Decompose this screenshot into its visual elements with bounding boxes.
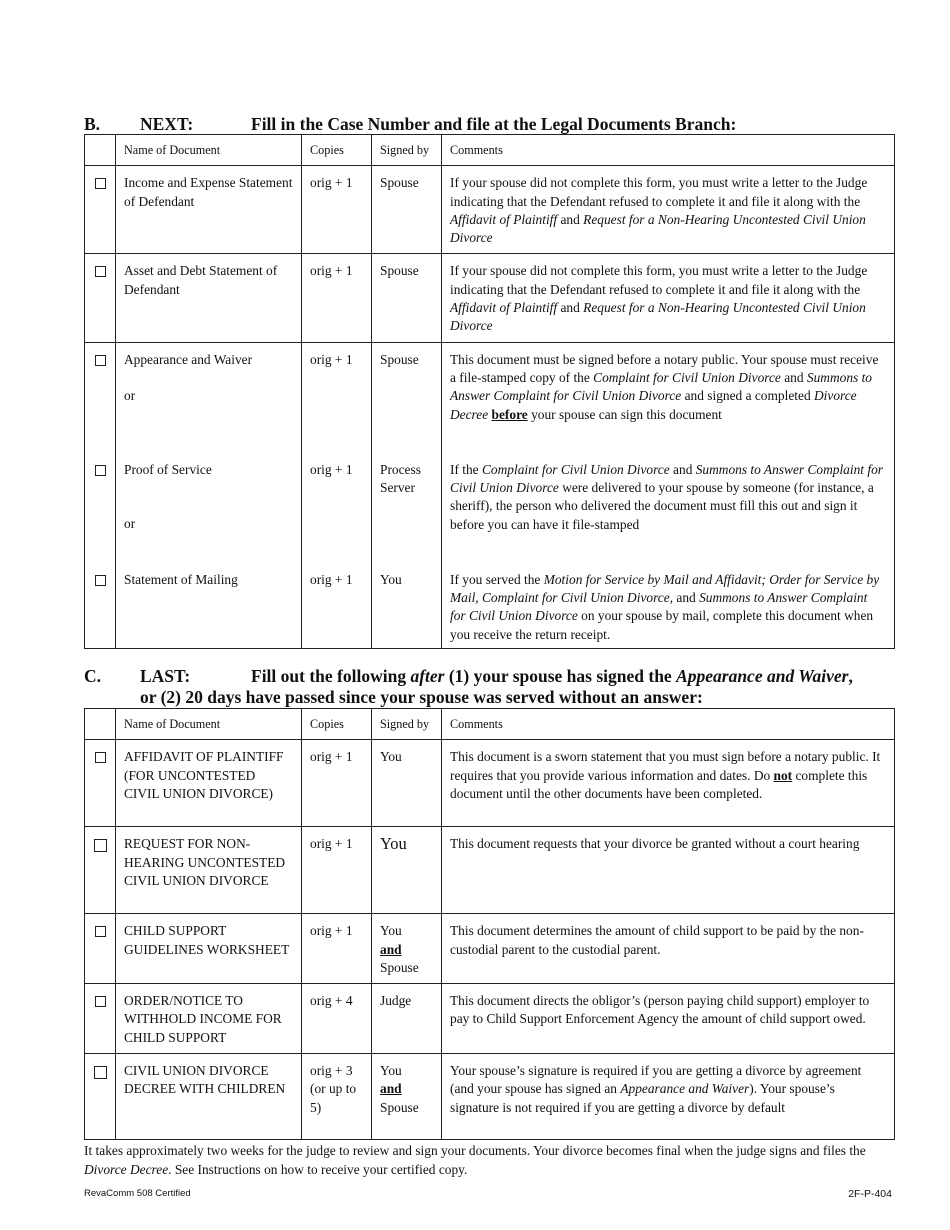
section-title: Fill out the following after (1) your spouse has signed the Appearance and Waiver, — [251, 666, 853, 686]
copies-value: orig + 1 — [310, 571, 353, 587]
section-label: NEXT: — [140, 114, 194, 134]
section-b-heading — [84, 114, 899, 135]
comments-text: This document directs the obligor’s (person paying child support) employer to pay to Child Support Enforcement Agency the amount of child support owed. — [442, 984, 895, 1054]
form-code: 2F-P-404 — [848, 1188, 892, 1200]
document-name: REQUEST FOR NON-HEARING UNCONTESTED CIVIL UNION DIVORCE — [116, 827, 302, 914]
signed-by-value: Spouse — [372, 166, 442, 254]
copies-value: orig + 1 — [302, 254, 372, 342]
table-header-row — [85, 709, 895, 740]
header-checkbox-col — [85, 709, 116, 740]
table-row — [85, 740, 895, 827]
signed-by-value: You — [372, 740, 442, 827]
or-separator: or — [124, 387, 136, 403]
table-next-documents — [84, 134, 895, 649]
table-row — [85, 166, 895, 254]
checkbox-statement-mailing[interactable] — [95, 575, 106, 586]
table-row — [85, 1054, 895, 1140]
comments-text: Your spouse’s signature is required if you are getting a divorce by agreement (and your spouse has signed an Appearance and Waiver). Your spouse’s signature is not required if you are getting a divorce by default — [442, 1054, 895, 1140]
checkbox-asset-debt[interactable] — [95, 266, 106, 277]
table-row — [85, 914, 895, 984]
header-signed-by: Signed by — [372, 135, 442, 166]
copies-value: orig + 1 — [302, 740, 372, 827]
document-name: Appearance and Waiver — [124, 351, 253, 367]
table-row — [85, 827, 895, 914]
table-row — [85, 984, 895, 1054]
signed-by-value: Judge — [372, 984, 442, 1054]
copies-value: orig + 4 — [302, 984, 372, 1054]
copies-value: orig + 1 — [310, 351, 353, 367]
checkbox-request-non-hearing[interactable] — [94, 839, 107, 852]
comments-text: If your spouse did not complete this form, you must write a letter to the Judge indicating that the Defendant refused to complete it and file it along with the Affidavit of Plaintiff and Request for a Non-Hearing Uncontested Civil Union Divorce — [442, 254, 895, 342]
copies-value: orig + 1 — [302, 914, 372, 984]
header-name: Name of Document — [116, 135, 302, 166]
checkbox-proof-of-service[interactable] — [95, 465, 106, 476]
comments-text: If the Complaint for Civil Union Divorce and Summons to Answer Complaint for Civil Union Divorce were delivered to your spouse by someone (for instance, a sheriff), the person who delivered the document must fill this out and sign it before you can have it file-stamped — [450, 461, 883, 532]
signed-by-value: You — [372, 827, 442, 914]
table-header-row — [85, 135, 895, 166]
certification-label: RevaComm 508 Certified — [84, 1188, 191, 1199]
signed-by-value: You and Spouse — [372, 1054, 442, 1140]
signed-by-value: You — [380, 571, 402, 587]
checkbox-income-expense[interactable] — [95, 178, 106, 189]
signed-by-value: Spouse — [380, 351, 419, 367]
copies-value: orig + 1 — [310, 461, 353, 477]
signed-by-value: You and Spouse — [372, 914, 442, 984]
table-row — [85, 254, 895, 342]
checkbox-withhold-income[interactable] — [95, 996, 106, 1007]
header-copies: Copies — [302, 135, 372, 166]
section-letter: C. — [84, 666, 102, 686]
header-signed-by: Signed by — [372, 709, 442, 740]
section-c-heading — [84, 666, 899, 708]
footer-note: It takes approximately two weeks for the judge to review and sign your documents. Your divorce becomes final when the judge signs and files the Divorce Decree. See Instructions on how to receive your certified copy. — [84, 1143, 866, 1177]
or-separator: or — [124, 515, 136, 531]
document-name: CIVIL UNION DIVORCE DECREE WITH CHILDREN — [116, 1054, 302, 1140]
document-name: ORDER/NOTICE TO WITHHOLD INCOME FOR CHILD SUPPORT — [116, 984, 302, 1054]
document-name: Income and Expense Statement of Defendant — [116, 166, 302, 254]
header-comments: Comments — [442, 135, 895, 166]
comments-text: This document is a sworn statement that you must sign before a notary public. It requires that you provide various information and dates. Do not complete this document until the other documents have been completed. — [442, 740, 895, 827]
section-title-continued: or (2) 20 days have passed since your spouse was served without an answer: — [140, 687, 703, 707]
comments-text: If your spouse did not complete this form, you must write a letter to the Judge indicating that the Defendant refused to complete it and file it along with the Affidavit of Plaintiff and Request for a Non-Hearing Uncontested Civil Union Divorce — [442, 166, 895, 254]
section-letter: B. — [84, 114, 101, 134]
table-row-alternatives — [85, 342, 895, 648]
document-name: CHILD SUPPORT GUIDELINES WORKSHEET — [116, 914, 302, 984]
section-title: Fill in the Case Number and file at the Legal Documents Branch: — [251, 114, 737, 134]
comments-text: This document must be signed before a notary public. Your spouse must receive a file-stamped copy of the Complaint for Civil Union Divorce and Summons to Answer Complaint for Civil Union Divorce and signed a completed Divorce Decree before your spouse can sign this document — [450, 351, 879, 422]
header-name: Name of Document — [116, 709, 302, 740]
header-copies: Copies — [302, 709, 372, 740]
copies-value: orig + 1 — [302, 827, 372, 914]
copies-value: orig + 3 (or up to 5) — [302, 1054, 372, 1140]
checkbox-child-support-worksheet[interactable] — [95, 926, 106, 937]
comments-text: If you served the Motion for Service by Mail and Affidavit; Order for Service by Mail, Complaint for Civil Union Divorce, and Summons to Answer Complaint for Civil Union Divorce on your spouse by mail, complete this document when you receive the return receipt. — [450, 571, 880, 642]
table-last-documents — [84, 708, 895, 1140]
checkbox-appearance-waiver[interactable] — [95, 355, 106, 366]
checkbox-divorce-decree[interactable] — [94, 1066, 107, 1079]
signed-by-value: Process Server — [380, 461, 421, 495]
document-name: Asset and Debt Statement of Defendant — [116, 254, 302, 342]
signed-by-value: Spouse — [372, 254, 442, 342]
header-comments: Comments — [442, 709, 895, 740]
copies-value: orig + 1 — [302, 166, 372, 254]
document-name: AFFIDAVIT OF PLAINTIFF (FOR UNCONTESTED CIVIL UNION DIVORCE) — [116, 740, 302, 827]
checkbox-affidavit[interactable] — [95, 752, 106, 763]
comments-text: This document determines the amount of child support to be paid by the non-custodial parent to the custodial parent. — [442, 914, 895, 984]
document-name: Proof of Service — [124, 461, 212, 477]
document-name: Statement of Mailing — [124, 571, 238, 587]
comments-text: This document requests that your divorce be granted without a court hearing — [442, 827, 895, 914]
section-label: LAST: — [140, 666, 191, 686]
header-checkbox-col — [85, 135, 116, 166]
